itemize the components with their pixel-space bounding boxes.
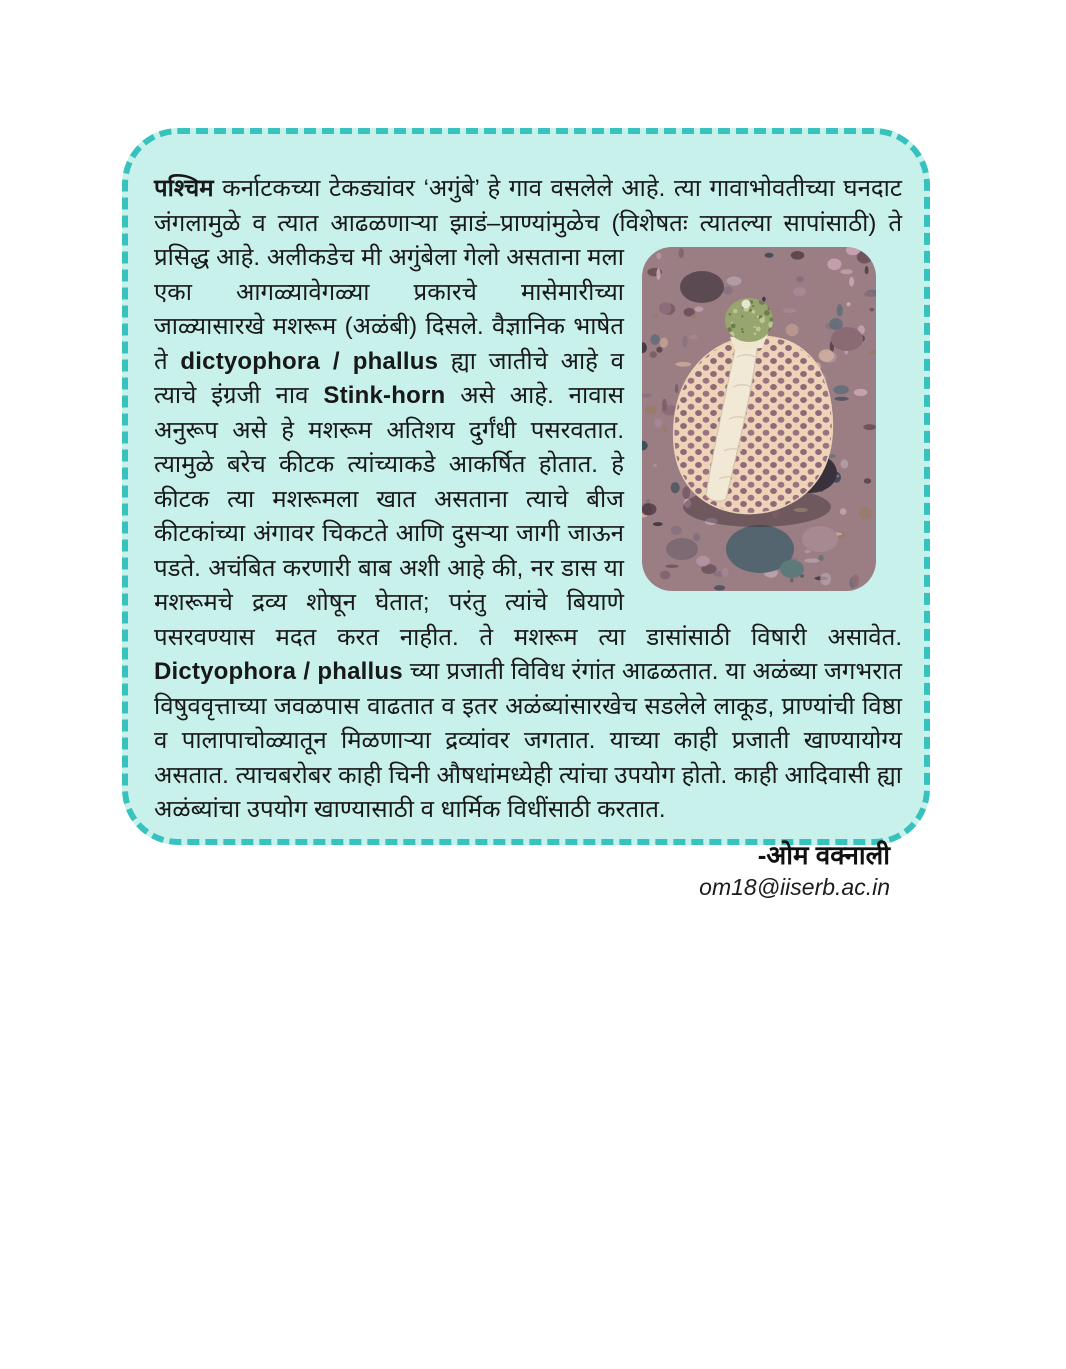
paragraph-seg-4: च्या प्रजाती विविध रंगांत आढळतात. या अळंब्या जगभरात विषुववृत्ताच्या जवळपास वाढतात व इतर अळंब्यांसारखेच सडलेले लाकूड, प्राण्यांची विष्ठा व पालापाचोळ्यातून मिळणाऱ्या द्रव्यांवर जगतात. याच्या काही प्रजाती खाण्यायोग्य असतात. त्याचबरोबर काही चिनी औषधांमध्येही त्यांचा उपयोग होतो. काही आदिवासी ह्या अळंब्यांचा उपयोग खाण्यासाठी व धार्मिक विधींसाठी करतात. — [154, 658, 903, 823]
species-name-2: Dictyophora / phallus — [154, 658, 403, 685]
stone — [680, 271, 724, 303]
paragraph-seg-1: प्रसिद्ध आहे. अलीकडेच मी अगुंबेला गेलो असताना मला एका आगळ्यावेगळ्या प्रकारचे मासेमारीच्या जाळ्यासारखे मशरूम (अळंबी) दिसले. वैज्ञानिक भाषेत ते — [154, 244, 624, 375]
author-email: om18@iiserb.ac.in — [699, 873, 890, 900]
lead-word: पश्चिम — [154, 175, 214, 202]
stone — [802, 526, 838, 552]
english-name: Stink-horn — [323, 382, 446, 409]
teal-stone — [780, 560, 804, 578]
paragraph-seg-3: असे आहे. नावास अनुरूप असे हे मशरूम अतिशय दुर्गंधी पसरवतात. त्यामुळे बरेच कीटक त्यांच्याकडे आकर्षित होतात. हे कीटक त्या मशरूमला खात असताना त्याचे बीज कीटकांच्या अंगावर चिकटते आणि दुसऱ्या जागी जाऊन पडते. अचंबित करणारी बाब अशी आहे की, नर डास या मशरूमचे द्रव्य शोषून घेतात; परंतु त्यांचे बियाणे पसरवण्यास मदत करत नाहीत. ते मशरूम त्या डासांसाठी विषारी असावेत. — [154, 382, 902, 651]
stinkhorn-photo-art — [642, 247, 876, 591]
cap-tip — [742, 300, 751, 309]
stone — [831, 327, 863, 351]
author-byline: -ओम वक्नाली — [757, 839, 890, 870]
paragraph-seg-2: ह्या जातीचे आहे व त्याचे इंग्रजी नाव — [154, 347, 624, 409]
article-card — [122, 128, 930, 900]
article-paragraph — [154, 172, 902, 828]
species-name-1: dictyophora / phallus — [180, 347, 439, 375]
stinkhorn-photo — [642, 247, 876, 591]
paragraph-intro: कर्नाटकच्या टेकड्यांवर ‘अगुंबे’ हे गाव वसलेले आहे. त्या गावाभोवतीच्या घनदाट जंगलामुळे व त्यात आढळणाऱ्या झाडं–प्राण्यांमुळेच (विशेषतः त्यातल्या सापांसाठी) ते — [154, 175, 902, 237]
stone — [666, 538, 698, 560]
